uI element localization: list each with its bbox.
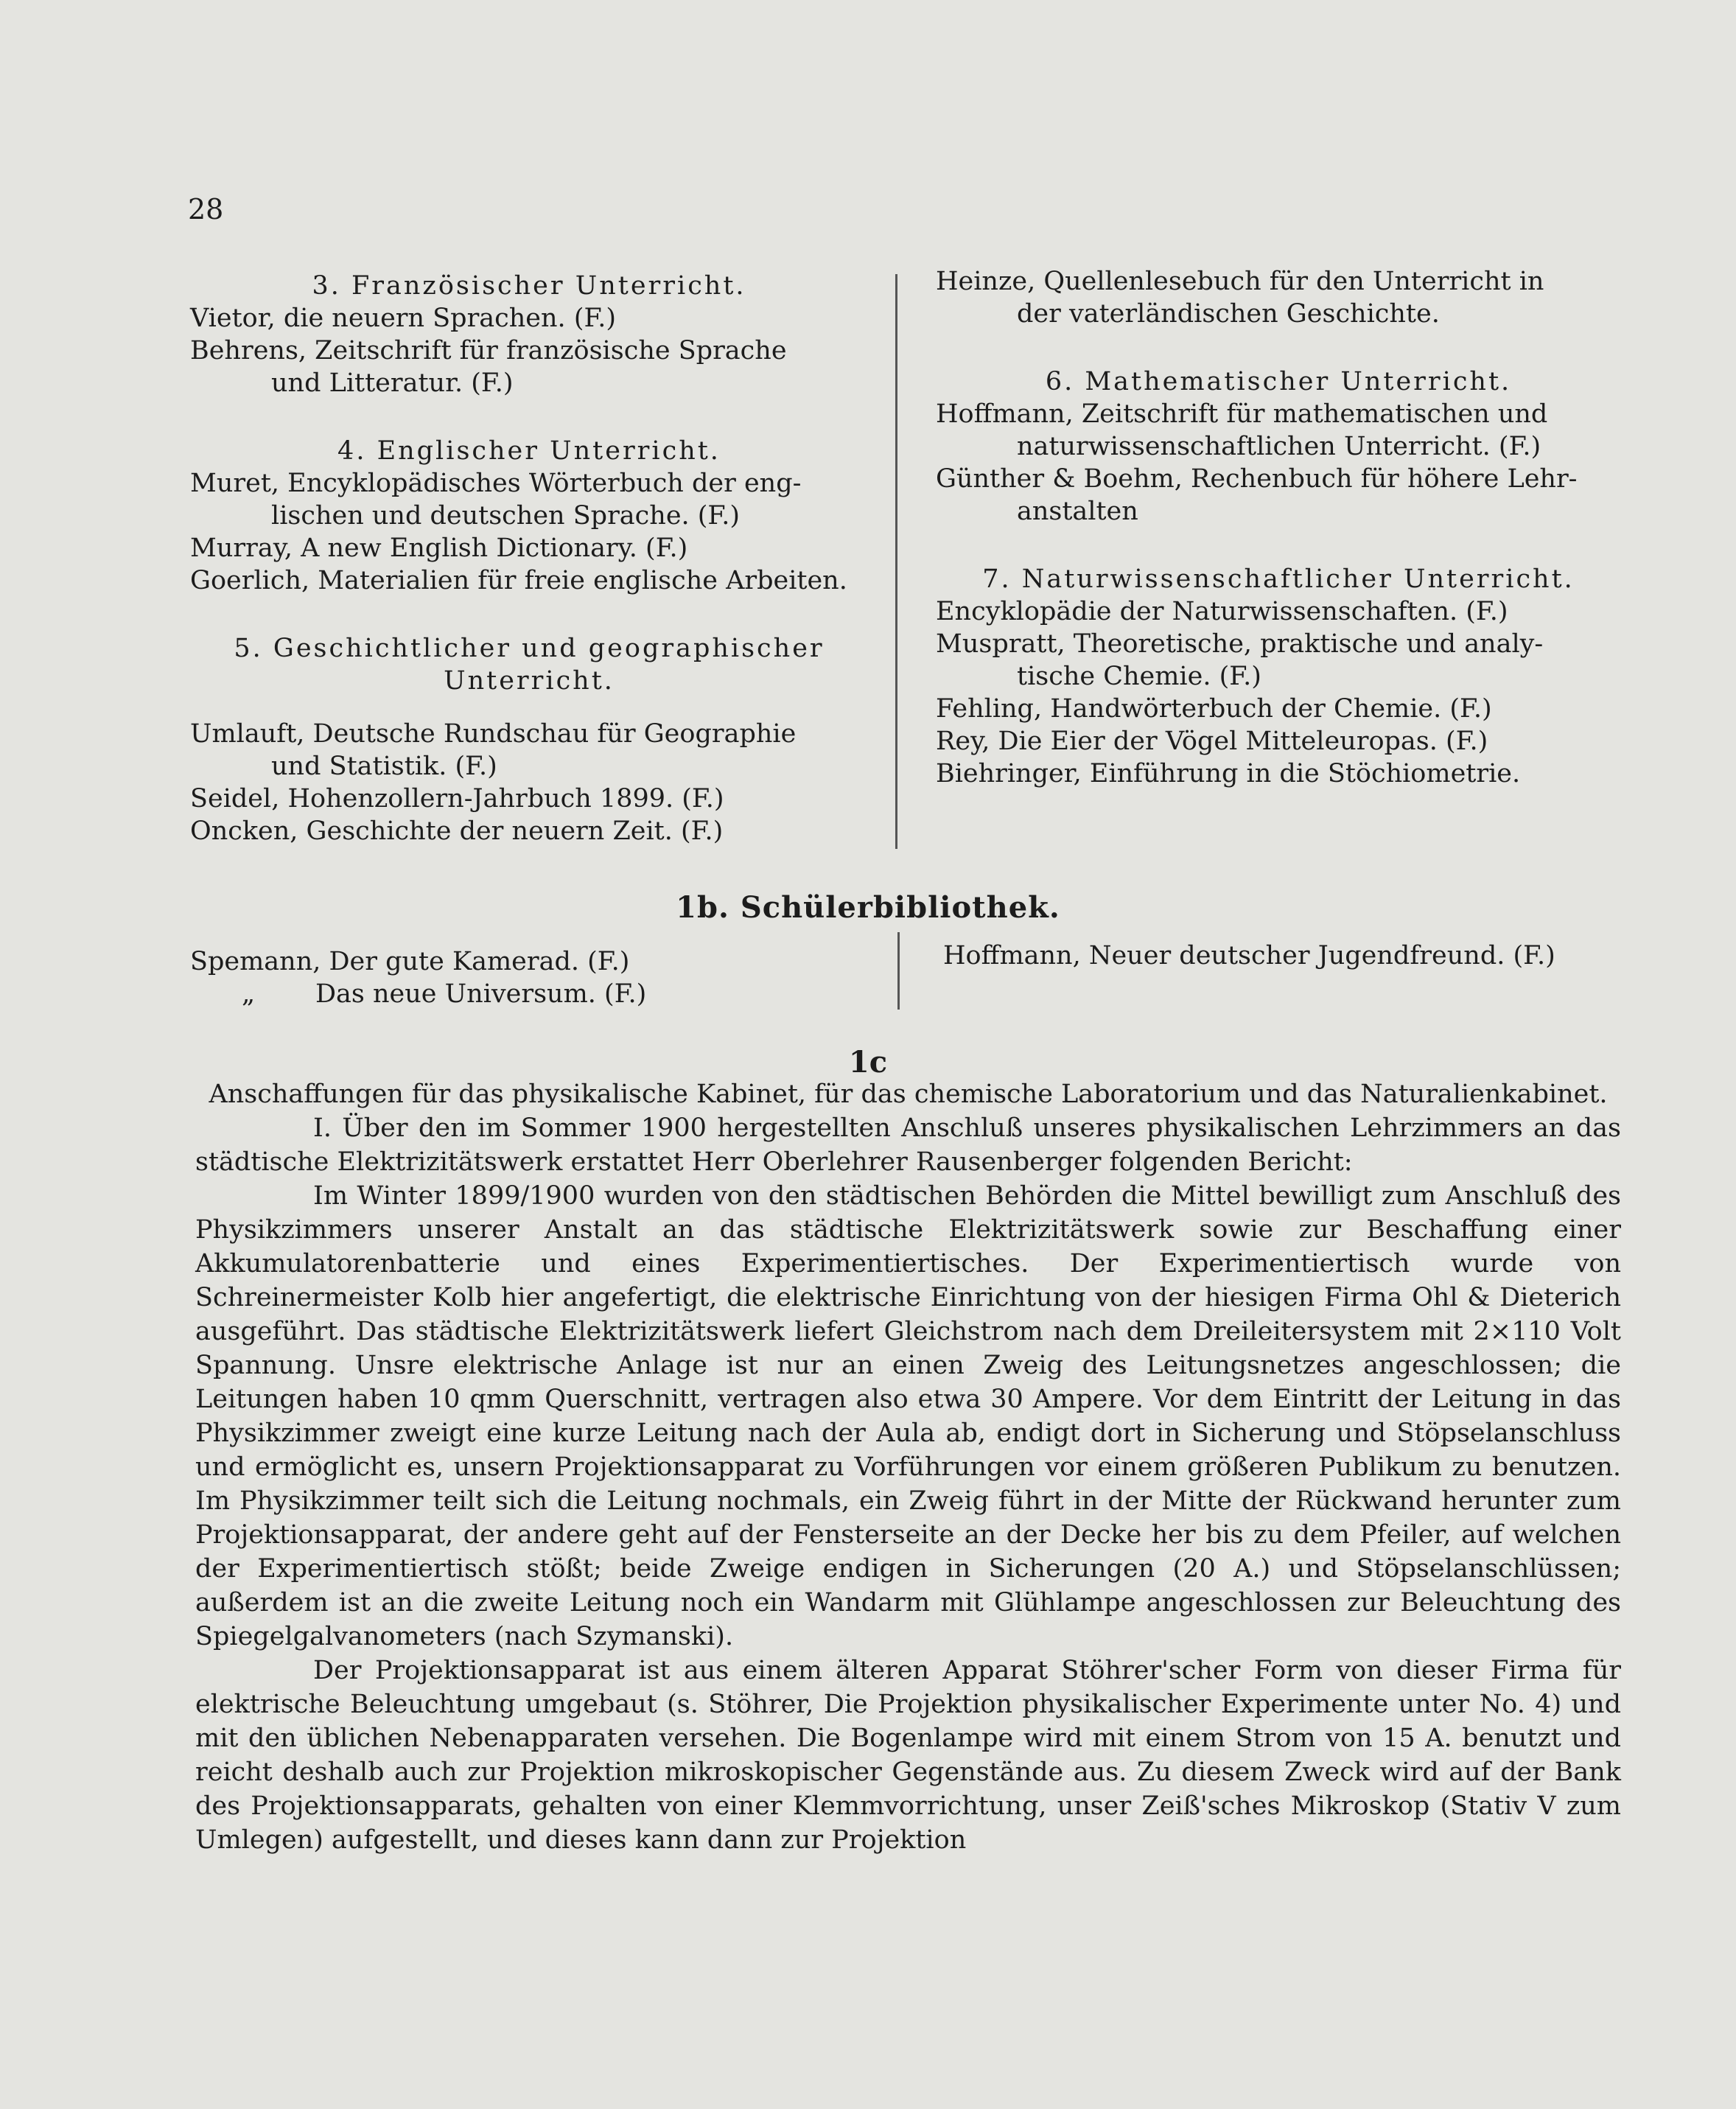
list-item: der vaterländischen Geschichte.: [1017, 299, 1440, 329]
list-item: Hoffmann, Neuer deutscher Jugendfreund. (F.): [943, 941, 1555, 970]
list-item: Fehling, Handwörterbuch der Chemie. (F.): [936, 694, 1492, 724]
ditto-mark: „: [242, 979, 256, 1009]
heading-history: 5. Geschichtlicher und geographischer: [234, 634, 825, 663]
list-item: Biehringer, Einführung in die Stöchiometrie.: [936, 759, 1521, 788]
section-subtitle: Anschaffungen für das physikalische Kabinet, für das chemische Laboratorium und das Naturalienkabinet.: [209, 1080, 1608, 1109]
section-1c-body: [195, 1077, 1621, 1857]
list-item: Hoffmann, Zeitschrift für mathematischen und: [936, 399, 1548, 429]
list-item: Behrens, Zeitschrift für französische Sprache: [190, 336, 787, 366]
column-divider: [897, 932, 900, 1010]
list-item: Seidel, Hohenzollern-Jahrbuch 1899. (F.): [190, 784, 724, 814]
list-item: Oncken, Geschichte der neuern Zeit. (F.): [190, 816, 724, 846]
heading-math: 6. Mathematischer Unterricht.: [1045, 367, 1512, 396]
list-item: tische Chemie. (F.): [1017, 662, 1261, 691]
list-item: Umlauft, Deutsche Rundschau für Geographie: [190, 719, 797, 749]
student-library-right: [943, 940, 1555, 972]
list-item: Spemann, Der gute Kamerad. (F.): [190, 947, 630, 976]
heading-science: 7. Naturwissenschaftlicher Unterricht.: [982, 564, 1575, 594]
list-item: [190, 978, 646, 1010]
section-title-1b: 1b. Schülerbibliothek.: [676, 890, 1060, 925]
list-item: lischen und deutschen Sprache. (F.): [271, 501, 741, 531]
list-item: Encyklopädie der Naturwissenschaften. (F.): [936, 597, 1508, 626]
right-column: [936, 265, 1621, 790]
page-number: 28: [188, 193, 224, 225]
list-item: naturwissenschaftlichen Unterricht. (F.): [1017, 432, 1541, 461]
column-divider: [895, 274, 897, 849]
paragraph: Im Winter 1899/1900 wurden von den städtischen Behörden die Mittel bewilligt zum Anschluß des Physikzimmers unserer Anstalt an das städtische Elektrizitätswerk sowie zur Beschaffung einer Akkumulatorenbatterie und eines Experimentiertisches. Der Experimentiertisch wurde von Schreinermeister Kolb hier angefertigt, die elektrische Einrichtung von der hiesigen Firma Ohl & Dieterich ausgeführt. Das städtische Elektrizitätswerk liefert Gleichstrom nach dem Dreileitersystem mit 2×110 Volt Spannung. Unsre elektrische Anlage ist nur an einen Zweig des Leitungsnetzes angeschlossen; die Leitungen haben 10 qmm Querschnitt, vertragen also etwa 30 Ampere. Vor dem Eintritt der Leitung in das Physikzimmer zweigt eine kurze Leitung nach der Aula ab, endigt dort in Sicherung und Stöpselanschluss und ermöglicht es, unsern Projektionsapparat zu Vorführungen vor einem größeren Publikum zu benutzen. Im Physikzimmer teilt sich die Leitung nochmals, ein Zweig führt in der Mitte der Rückwand herunter zum Projektionsapparat, der andere geht auf der Fensterseite an der Decke her bis zu dem Pfeiler, auf welchen der Experimentiertisch stößt; beide Zweige endigen in Sicherungen (20 A.) und Stöpselanschlüssen; außerdem ist an die zweite Leitung noch ein Wandarm mit Glühlampe angeschlossen zur Beleuchtung des Spiegelgalvanometers (nach Szymanski).: [195, 1181, 1621, 1651]
list-item: und Litteratur. (F.): [271, 368, 514, 398]
list-item: Günther & Boehm, Rechenbuch für höhere Lehr-: [936, 464, 1578, 494]
list-item: anstalten: [1017, 497, 1138, 526]
heading-french: 3. Französischer Unterricht.: [312, 271, 746, 301]
list-item: Goerlich, Materialien für freie englische Arbeiten.: [190, 566, 847, 595]
list-item: Murray, A new English Dictionary. (F.): [190, 534, 688, 563]
list-item: Rey, Die Eier der Vögel Mitteleuropas. (F.): [936, 727, 1488, 756]
list-item: Heinze, Quellenlesebuch für den Unterricht in: [936, 267, 1544, 296]
section-title-1c: 1c: [848, 1045, 888, 1080]
student-library-left: [190, 945, 646, 1010]
list-item-text: Das neue Universum. (F.): [315, 979, 647, 1009]
list-item: Muspratt, Theoretische, praktische und analy-: [936, 629, 1544, 659]
heading-english: 4. Englischer Unterricht.: [337, 436, 721, 466]
heading-history-cont: Unterricht.: [444, 666, 615, 696]
list-item: Vietor, die neuern Sprachen. (F.): [190, 304, 617, 333]
left-column: [190, 270, 868, 847]
paragraph: I. Über den im Sommer 1900 hergestellten Anschluß unseres physikalischen Lehrzimmers an das städtische Elektrizitätswerk erstattet Herr Oberlehrer Rausenberger folgenden Bericht:: [195, 1113, 1621, 1177]
list-item: Muret, Encyklopädisches Wörterbuch der eng-: [190, 469, 802, 498]
list-item: und Statistik. (F.): [271, 752, 497, 781]
paragraph: Der Projektionsapparat ist aus einem älteren Apparat Stöhrer'scher Form von dieser Firma für elektrische Beleuchtung umgebaut (s. Stöhrer, Die Projektion physikalischer Experimente unter No. 4) und mit den üblichen Nebenapparaten versehen. Die Bogenlampe wird mit einem Strom von 15 A. benutzt und reicht deshalb auch zur Projektion mikroskopischer Gegenstände aus. Zu diesem Zweck wird auf der Bank des Projektionsapparats, gehalten von einer Klemmvorrichtung, unser Zeiß'sches Mikroskop (Stativ V zum Umlegen) aufgestellt, und dieses kann dann zur Projektion: [195, 1656, 1621, 1855]
